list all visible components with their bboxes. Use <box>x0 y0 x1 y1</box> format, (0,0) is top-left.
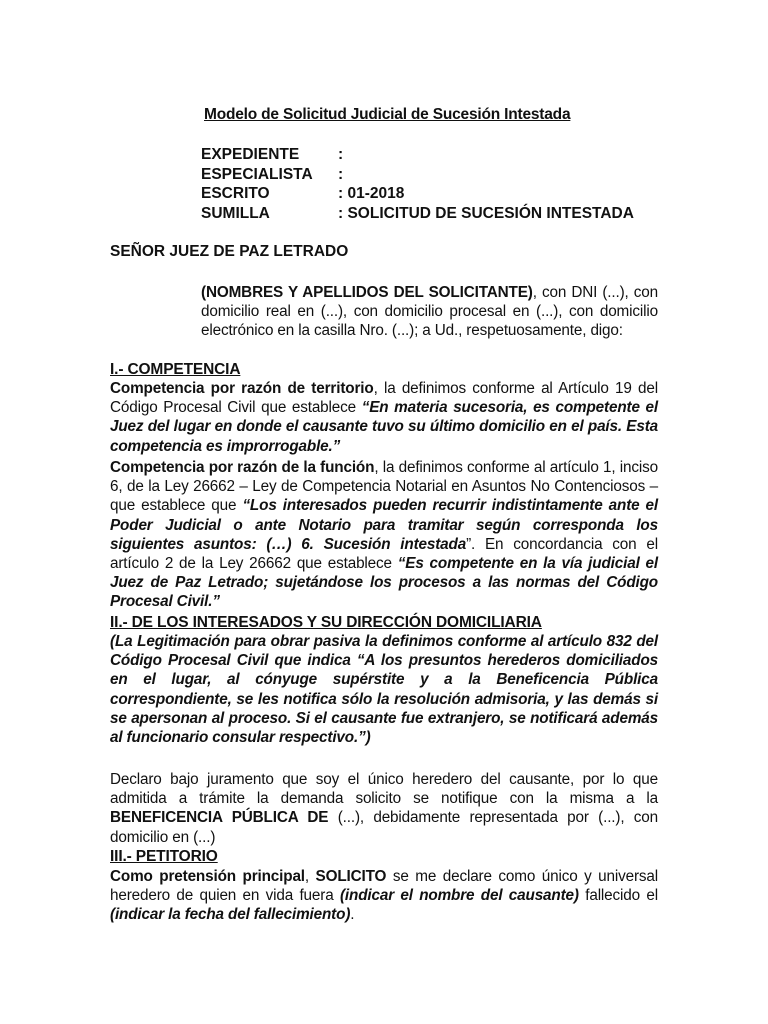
paragraph-declaracion <box>110 770 658 847</box>
paragraph-text: , <box>304 868 316 885</box>
request-keyword: SOLICITO <box>315 868 387 885</box>
paragraph-text: , la definimos conforme al Artículo 19 del Código Procesal Civil que establece <box>110 380 659 417</box>
section-heading-interesados: II.- DE LOS INTERESADOS Y SU DIRECCIÓN DOMICILIARIA <box>110 614 542 631</box>
legal-quote: “En materia sucesoria, es competente el Juez del lugar en donde el causante tuvo su último domicilio en el país. Esta competencia es improrrogable.” <box>110 399 658 455</box>
section-heading-petitorio: III.- PETITORIO <box>110 848 218 865</box>
paragraph-competencia-funcion <box>110 458 658 612</box>
paragraph-lead: Competencia por razón de territorio <box>110 380 374 397</box>
document-title: Modelo de Solicitud Judicial de Sucesión Intestada <box>204 106 571 123</box>
meta-key: ESCRITO <box>201 185 270 202</box>
paragraph-text: ”. En concordancia con el artículo 2 de la Ley 26662 que establece <box>110 535 658 573</box>
meta-value: : 01-2018 <box>338 185 405 202</box>
paragraph-legitimacion: (La Legitimación para obrar pasiva la definimos conforme al artículo 832 del Código Procesal Civil que indica “A los presuntos herederos domiciliados en el lugar, al cónyuge supérstite y a la Beneficencia Pública correspondiente, se les notifica sólo la resolución admisoria, y las demás si se apersonan al proceso. Si el causante fue extranjero, se notificará además al funcionario consular respectivo.”) <box>110 633 658 747</box>
case-header <box>201 145 634 223</box>
meta-row-especialista <box>201 165 634 185</box>
paragraph-text: , la definimos conforme al artículo 1, inciso 6, de la Ley 26662 – Ley de Competencia Notarial en Asuntos No Contenciosos – que establece que <box>110 459 659 515</box>
paragraph-text: Declaro bajo juramento que soy el único heredero del causante, por lo que admitida a trámite la demanda solicito se notifique con la misma a la <box>110 771 658 808</box>
paragraph-competencia-territorio <box>110 379 658 456</box>
death-date-placeholder: (indicar la fecha del fallecimiento) <box>110 906 351 924</box>
applicant-name-placeholder: (NOMBRES Y APELLIDOS DEL SOLICITANTE) <box>201 284 533 301</box>
paragraph-text: se me declare como único y universal heredero de quien en vida fuera <box>110 868 658 905</box>
intro-paragraph <box>201 283 658 341</box>
section-heading-competencia: I.- COMPETENCIA <box>110 361 241 378</box>
meta-value: : <box>338 165 344 183</box>
intro-text: , con DNI (...), con domicilio real en (...), con domicilio procesal en (...), con domicilio electrónico en la casilla Nro. (...); a Ud., respetuosamente, digo: <box>201 284 658 340</box>
addressee: SEÑOR JUEZ DE PAZ LETRADO <box>110 243 349 260</box>
paragraph-text: . <box>350 906 355 924</box>
legal-quote: “Es competente en la vía judicial el Juez de Paz Letrado; sujetándose los procesos a las normas del Código Procesal Civil.” <box>110 555 658 611</box>
meta-value: : <box>338 146 344 163</box>
meta-key: EXPEDIENTE <box>201 146 300 163</box>
meta-key: ESPECIALISTA <box>201 165 313 183</box>
paragraph-text: fallecido el <box>578 887 658 905</box>
paragraph-lead: Como pretensión principal <box>110 868 305 885</box>
meta-row-escrito <box>201 184 634 204</box>
meta-key: SUMILLA <box>201 204 270 222</box>
paragraph-text: (...), debidamente representada por (...), con domicilio en (...) <box>110 809 658 846</box>
legal-quote: “Los interesados pueden recurrir indistintamente ante el Poder Judicial o ante Notario para tramitar según corresponda los siguientes asuntos: (…) 6. Sucesión intestada <box>110 497 659 553</box>
meta-row-sumilla <box>201 204 634 224</box>
paragraph-petitorio <box>110 867 658 925</box>
deceased-name-placeholder: (indicar el nombre del causante) <box>339 887 579 905</box>
paragraph-lead: Competencia por razón de la función <box>110 459 375 476</box>
meta-row-expediente <box>201 145 634 165</box>
meta-value: : SOLICITUD DE SUCESIÓN INTESTADA <box>338 204 634 222</box>
beneficiary-entity: BENEFICENCIA PÚBLICA DE <box>110 809 329 827</box>
